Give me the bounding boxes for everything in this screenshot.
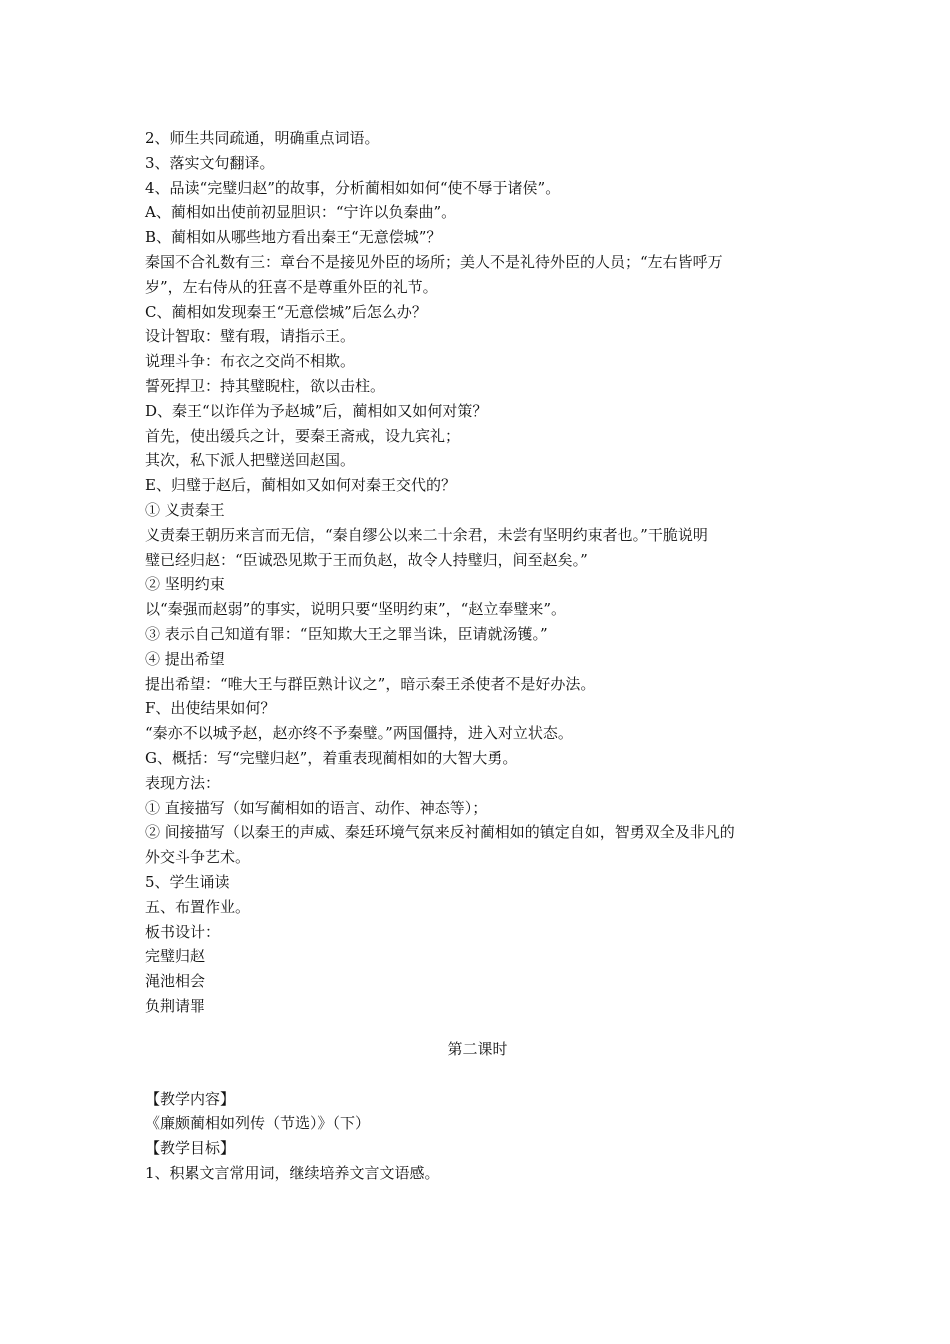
text-line: 以“秦强而赵弱”的事实，说明只要“坚明约束”，“赵立奉璧来”。 [145,600,567,619]
text-line: ② 间接描写（以秦王的声威、秦廷环境气氛来反衬蔺相如的镇定自如，智勇双全及非凡的 [145,823,735,842]
text-line: 五、布置作业。 [145,897,251,916]
text-line: C、蔺相如发现秦王“无意偿城”后怎么办？ [145,302,427,321]
text-line: 1、积累文言常用词，继续培养文言文语感。 [145,1164,440,1183]
text-line: 誓死捍卫：持其璧睨柱，欲以击柱。 [145,376,386,395]
text-line: 4、品读“完璧归赵”的故事，分析蔺相如如何“使不辱于诸侯”。 [145,178,561,197]
text-line: B、蔺相如从哪些地方看出秦王“无意偿城”？ [145,228,442,247]
text-line: 板书设计： [145,922,221,941]
text-line: ① 义责秦王 [145,500,225,519]
text-line: 首先，使出缓兵之计，要秦王斋戒，设九宾礼； [145,426,461,445]
text-line: ② 坚明约束 [145,575,225,594]
text-line: ① 直接描写（如写蔺相如的语言、动作、神态等）； [145,798,488,817]
lesson-body-part1 [145,126,810,1019]
text-line: 表现方法： [145,773,221,792]
text-line: 【教学目标】 [145,1139,236,1158]
text-line: 3、落实文句翻译。 [145,153,275,172]
text-line: E、归璧于赵后，蔺相如又如何对秦王交代的？ [145,476,456,495]
text-line: 5、学生诵读 [145,872,230,891]
text-line: 璧已经归赵：“臣诚恐见欺于王而负赵，故令人持璧归，间至赵矣。” [145,550,588,569]
text-line: F、出使结果如何？ [145,699,276,718]
text-line: 义责秦王朝历来言而无信，“秦自缪公以来二十余君，未尝有坚明约束者也。”干脆说明 [145,525,708,544]
text-line: D、秦王“以诈佯为予赵城”后，蔺相如又如何对策？ [145,401,488,420]
text-line: 2、师生共同疏通，明确重点词语。 [145,129,380,147]
text-line: 完璧归赵 [145,947,206,966]
text-line: ③ 表示自己知道有罪：“臣知欺大王之罪当诛，臣请就汤镬。” [145,624,548,643]
text-line: 【教学内容】 [145,1089,236,1108]
text-line: A、蔺相如出使前初显胆识：“宁许以负秦曲”。 [145,203,457,222]
text-line: 负荆请罪 [145,996,206,1015]
text-line: ④ 提出希望 [145,649,225,668]
text-line: G、概括：写“完璧归赵”，着重表现蔺相如的大智大勇。 [145,748,518,767]
document-page [145,126,810,1186]
text-line: 说理斗争：布衣之交尚不相欺。 [145,352,356,371]
text-line: 提出希望：“唯大王与群臣熟计议之”，暗示秦王杀使者不是好办法。 [145,674,596,693]
text-line: 渑池相会 [145,972,206,991]
text-line: 其次，私下派人把璧送回赵国。 [145,451,356,470]
lesson-body-part2 [145,1087,810,1186]
text-line: 岁”，左右侍从的狂喜不是尊重外臣的礼节。 [145,277,438,296]
text-line: 外交斗争艺术。 [145,848,251,867]
text-line: 设计智取：璧有瑕，请指示王。 [145,327,356,346]
text-line: 《廉颇蔺相如列传（节选）》（下） [145,1114,371,1133]
text-line: 秦国不合礼数有三：章台不是接见外臣的场所；美人不是礼待外臣的人员；“左右皆呼万 [145,252,723,271]
section-title: 第二课时 [447,1039,508,1058]
text-line: “秦亦不以城予赵，赵亦终不予秦璧。”两国僵持，进入对立状态。 [145,724,573,743]
